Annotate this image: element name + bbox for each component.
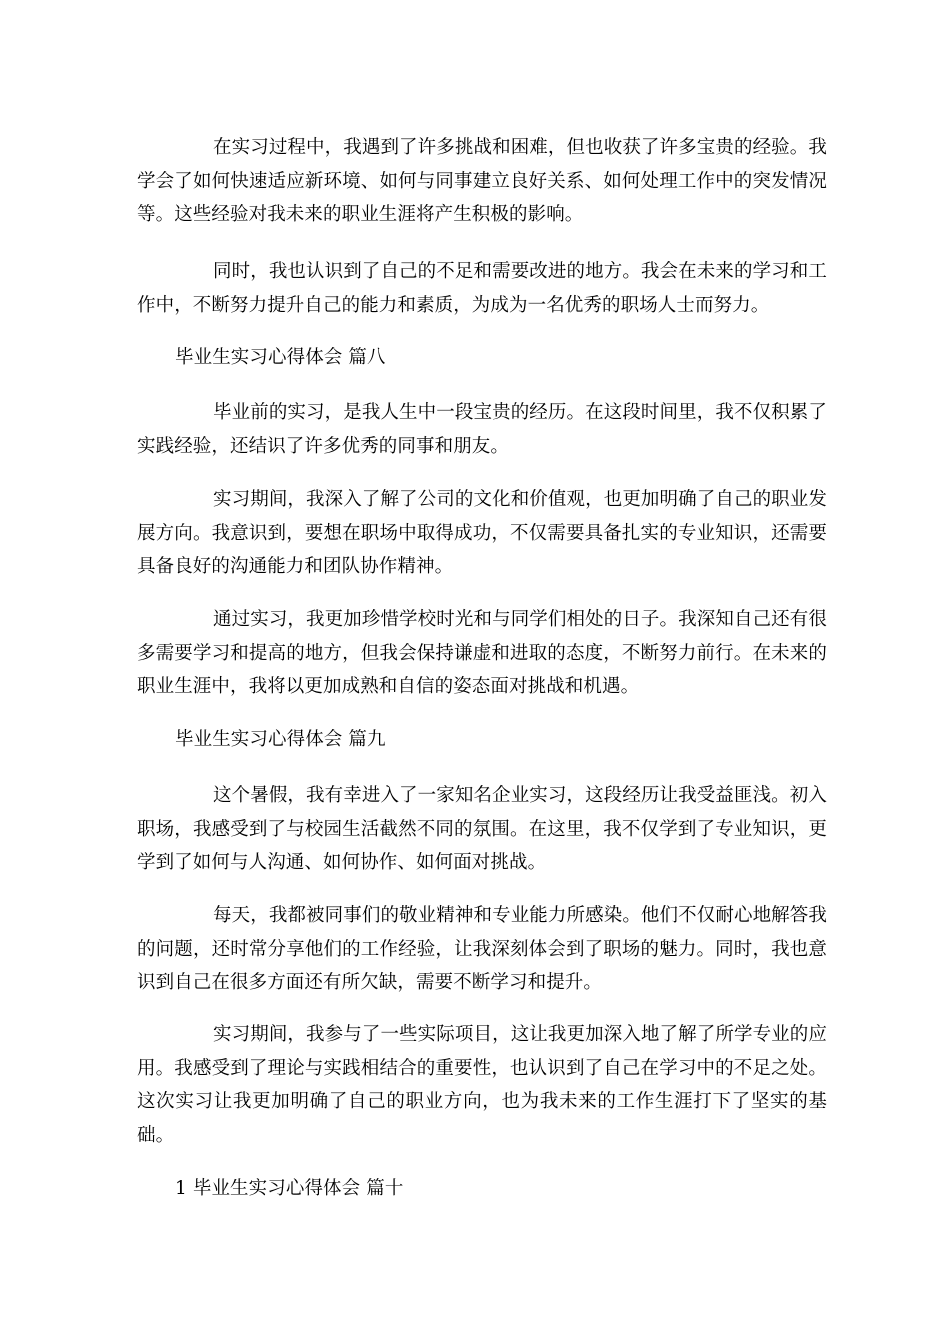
- section-heading: 毕业生实习心得体会 篇九: [175, 729, 386, 750]
- paragraph: 毕业前的实习，是我人生中一段宝贵的经历。在这段时间里，我不仅积累了实践经验，还结识了许多优秀的同事和朋友。: [137, 402, 827, 457]
- section-heading: 1 毕业生实习心得体会 篇十: [175, 1178, 404, 1199]
- paragraph: 实习期间，我参与了一些实际项目，这让我更加深入地了解了所学专业的应用。我感受到了理论与实践相结合的重要性，也认识到了自己在学习中的不足之处。这次实习让我更加明确了自己的职业方向，也为我未来的工作生涯打下了坚实的基础。: [137, 1024, 827, 1146]
- paragraph: 这个暑假，我有幸进入了一家知名企业实习，这段经历让我受益匪浅。初入职场，我感受到了与校园生活截然不同的氛围。在这里，我不仅学到了专业知识，更学到了如何与人沟通、如何协作、如何面对挑战。: [137, 785, 827, 873]
- paragraph: 通过实习，我更加珍惜学校时光和与同学们相处的日子。我深知自己还有很多需要学习和提高的地方，但我会保持谦虚和进取的态度，不断努力前行。在未来的职业生涯中，我将以更加成熟和自信的姿态面对挑战和机遇。: [137, 609, 827, 697]
- paragraph: 每天，我都被同事们的敬业精神和专业能力所感染。他们不仅耐心地解答我的问题，还时常分享他们的工作经验，让我深刻体会到了职场的魅力。同时，我也意识到自己在很多方面还有所欠缺，需要不断学习和提升。: [137, 905, 827, 993]
- paragraph: 实习期间，我深入了解了公司的文化和价值观，也更加明确了自己的职业发展方向。我意识到，要想在职场中取得成功，不仅需要具备扎实的专业知识，还需要具备良好的沟通能力和团队协作精神。: [137, 489, 827, 577]
- section-heading: 毕业生实习心得体会 篇八: [175, 347, 386, 368]
- paragraph: 同时，我也认识到了自己的不足和需要改进的地方。我会在未来的学习和工作中，不断努力提升自己的能力和素质，为成为一名优秀的职场人士而努力。: [137, 261, 827, 316]
- paragraph: 在实习过程中，我遇到了许多挑战和困难，但也收获了许多宝贵的经验。我学会了如何快速适应新环境、如何与同事建立良好关系、如何处理工作中的突发情况等。这些经验对我未来的职业生涯将产生积极的影响。: [137, 137, 827, 225]
